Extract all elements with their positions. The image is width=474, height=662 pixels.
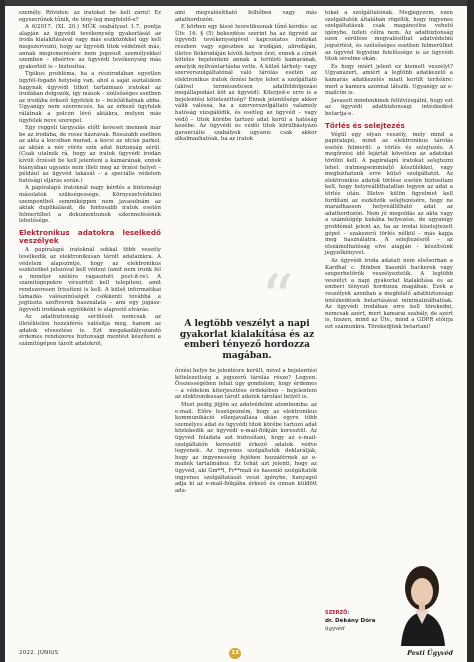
paragraph: Javasolt mindenkinek felülvizsgálni, hogy ezt az ügyvédi adatbiztonsági intézkedést betartja-e. bbox=[325, 97, 453, 117]
paragraph: tokat a szolgáltatónak. Megjegyzem, ezen szolgáltatók általában rögzítik, hogy ingyenes szolgáltatásuk csak magáncélra vehető igénybe, üzleti célra nem. Az adatbiztonság ezen sérülése megvalósíthat adatvédelmi jogsértést, és szélsőséges esetben felmerülhet az ügyvéd fegyelmi felelőssége is az ügyvédi titok sérelme okán. bbox=[325, 10, 453, 63]
paragraph: E körben egy kissé teoretikusnak tűnő kérdés: az Ütv. 16. § (5) bekezdése szerint ha az ügyvéd az ügyvédi tevékenységével kapcsolatos iratokat részben vagy egészben az irodáján, alirodáján, illetve fiókirodáján kívüli helyen őrzi, ennek a címét köteles bejelenteni annak a területi kamarának, amelyik nyilvántartásba vette. A külső tárhely- vagy szerverszolgáltatónál való tárolás esetén az elektronikus iratok őrzési helye lehet a szolgáltató (akivel természetesen adatfeldolgozási megállapodást köt az ügyvéd). Kiterjed-e erre is a bejelentési kötelezettség? Ennek jelentősége akkor válik valóssá, ha a szerverszolgáltató valamely hatóság vizsgálódik, és esetleg az ügyvéd – vagy védő – titok körébe tartozó adat kerül a hatóság kezébe. Az ügyvédi és védői titok körülbástyázó garanciális szabályok ugyanis csak akkor alkalmazhatóak, ha az iratok bbox=[175, 24, 317, 143]
quote-mark-icon: “ bbox=[261, 262, 294, 336]
paragraph: Az ügyvédi iroda adatait nem elsősorban a Kardhal c. filmben hasonló hackerek vagy szuperbetörők veszélyeztetik. A legtöbb veszélyt a napi gyakorlat kialakítása és az emberi tényező hordozza magában. Ezek a veszélyek azonban a megfelelő adatbiztonsági intézkedések betartásával minimalizálhatóak. Az ügyvédi irodában erre kell törekedni, nemcsak azért, mert kamarai szabály, de azért is, hiszen, mind az Ütv., mind a GDPR előírja ezt számunkra. Törekedjünk betartani! bbox=[325, 257, 453, 330]
pull-quote-text: A legtöbb veszélyt a napi gyakorlat kialakítása és az emberi tényező hordozza magában. bbox=[179, 319, 315, 361]
paragraph: őrzési helye be jelentésre került, mivel a bejelentési kötelezettség a jogszerű tárolás része? Legyen. Összességében tehát úgy gondolom, hogy érdemes – a védelem kiterjesztése érdekében – bejelenteni az elektronikusan tárolt adatok tárolási helyét is. bbox=[175, 368, 317, 401]
column-1 bbox=[19, 10, 161, 348]
author-name: dr. Dékány Dóra bbox=[325, 618, 376, 624]
author-block bbox=[325, 598, 453, 648]
top-edge-bar bbox=[5, 0, 467, 6]
magazine-title: Pesti Ügyvéd bbox=[407, 649, 453, 657]
paragraph: ami megvalósítható felhőben vagy más adathordozón. bbox=[175, 10, 317, 23]
paragraph: személy. Röviden: az iratokat be kell zárni! Ez egyszerűnek tűnik, de tény-leg megfelelő-e? bbox=[19, 10, 161, 23]
pull-quote bbox=[175, 262, 317, 361]
paragraph: Végül egy olyan veszély, mely mind a papíralapú, mind az elektronikus tárolás esetén felmerül: a törlés és selejtezés. A megőrzési idő lejártát követően az adatokat törölni kell. A papíralapú iratokat selejtezni lehet iratmegsemmisítő készülékkel, vagy megbízhatunk erre külső szolgáltatót. Az elektronikus adatok törlése esetén biztosítani kell, hogy helyreállíthatatlan legyen az adat a törlés után. Illetve külön figyelmet kell fordítani az eszközök selejtezésére, hogy ne maradhasson helyreállítható adat az adathordozón. Nem jó megoldás az akta vagy a számítógép kukába helyezése, de ugyanígy problémát jelent az, ha az irodai kiselejtezett gépet – szakszerű törlés nélkül – más kapja meg használatra. A selejtezésről – az elszámolhatóság elve alapján – készítsünk jegyzőkönyvet. bbox=[325, 131, 453, 257]
author-photo bbox=[393, 552, 451, 646]
paragraph: Most pedig jöjjön az adatvédelmi atombomba: az e-mail. Előre leszögezném, hogy az elektronikus kommunikáció ellenjavallása okán egyre több személyes adat és ügyvédi titok körébe tartozó adat közlekedik az ügyvédi e-mail-fiókján keresztül. Az ügyvéd feladata azt biztosítani, hogy az e-mail-szolgáltatón keresztül érkező adatok védve legyenek. Az ingyenes szolgáltatók deklarálják, hogy az ingyenesség fejében hozzáférnek az e-mailek tartalmához. Ez tehát azt jelenti, hogy az ügyvéd, aki Gm**l, Fr**mail és hasonló szolgáltatók ingyenes szolgáltatását veszi igénybe, hanyagul adja ki az e-mail-fiókjába érkező és onnan küldött ada- bbox=[175, 401, 317, 494]
paragraph: A 6/2017. (XI. 20.) MÜK szabályzat 1.7. pontja alapján az ügyvédi tevékenység gyakorlását az iroda kialakításával vagy más eszközökkel úgy kell megszervezni, hogy az ügyvédi titok védelmét más, annak megismerésére nem jogosult személyekkel szemben – ideértve az ügyvédi tevékenység más gyakorlóit is – biztosítsa. bbox=[19, 24, 161, 70]
paragraph: És hogy miért jelent ez kiemelt veszélyt? Ugyanazért, amiért a legtöbb adatkezelő a kamarás adatkezelés miatt került terítékre: mert a kamera azonnal látszik. Ugyanígy az e-mailcím is. bbox=[325, 63, 453, 97]
paragraph: Egy reggeli tárgyalás előtt keveset mennek már be az irodába, de rossz házravak. Rosszabb esetben az akta a kocsiban marad, a kocsi az utcán parkol, az aktán a név vörös szín adat biztonság sérül. (Csak utalnék rá, hogy az iratok ügyvédi irodán kívüli őrzését be kell jelenteni a kamarának, ennek hiányában ugyanis nem illeti meg az őrzési helyet – például az ügyvéd lakását – a speciális védelem hatósági eljárás során.) bbox=[19, 125, 161, 184]
author-role: ügyvéd bbox=[325, 626, 345, 632]
author-label: SZERZŐ: bbox=[325, 610, 350, 616]
column-2 bbox=[175, 10, 317, 144]
paragraph: A papíralapú iratoknál nagy kérdés a biztonsági másolatok szükségessége. Környezetvédelmi szempontból semmiképpen nem javasolnám az aktak duplikálását, de fontosabb iratok esetén felmerülhet a dokumentumok szkennelésének lehetősége. bbox=[19, 185, 161, 225]
magazine-page bbox=[5, 0, 467, 662]
column-2-continued bbox=[175, 368, 317, 495]
page-number-badge: 13 bbox=[229, 648, 241, 659]
section-heading-deletion: Tőrlés és selejtezés bbox=[325, 120, 405, 130]
page-footer bbox=[5, 646, 467, 662]
paragraph: Az adatbiztonság sérülését nemcsak az illetéktelen hozzáférés valósítja meg, hanem az adatok elvesztése is. Ezt megakadályozandó érdemes rendszeres biztonsági mentést készíteni a számítógépen tárolt adatokról, bbox=[19, 314, 161, 347]
paragraph: A papíralapú iratoknál sokkal több veszély leselkedik az elektronikusan tárolt adatainkra. A védelem alapszintje, hogy az elektronikus eszközöket jelszóval kell védeni (amit nem írunk fel a monitor szélére ragasztott post-it-re). A számítógépekre vírusirtót kell telepíteni, amit rendszeresen frissíteni is kell. A külső informatikai támadás valószínűségét csökkenti továbbá a jogtiszta szoftverek használata – ami egy jogász-ügyvédi irodának egyébként is alapvető elvárás. bbox=[19, 247, 161, 313]
paragraph: Tipikus probléma, ha a részirodában egyetlen ügyfél-fogadó helyiség van, ahol a saját asztalukon hagynak ügyvédi titkot tartalmazó iratokat az irodában dolgozók, így mások – szélsőséges esetben az irodába érkező ügyfelek is – beleláthatnak abba. Ugyanígy nem szerencsés, ha az érkező ügyfelek rálátnak a polcon lévő aktákra, melyen más ügyfelek neve szerepel. bbox=[19, 71, 161, 124]
section-heading-electronic-threats: Elektronikus adatokra leselkedő veszélyek bbox=[19, 228, 161, 246]
column-3 bbox=[325, 10, 453, 332]
issue-date: 2022. JÚNIUS bbox=[19, 650, 59, 656]
